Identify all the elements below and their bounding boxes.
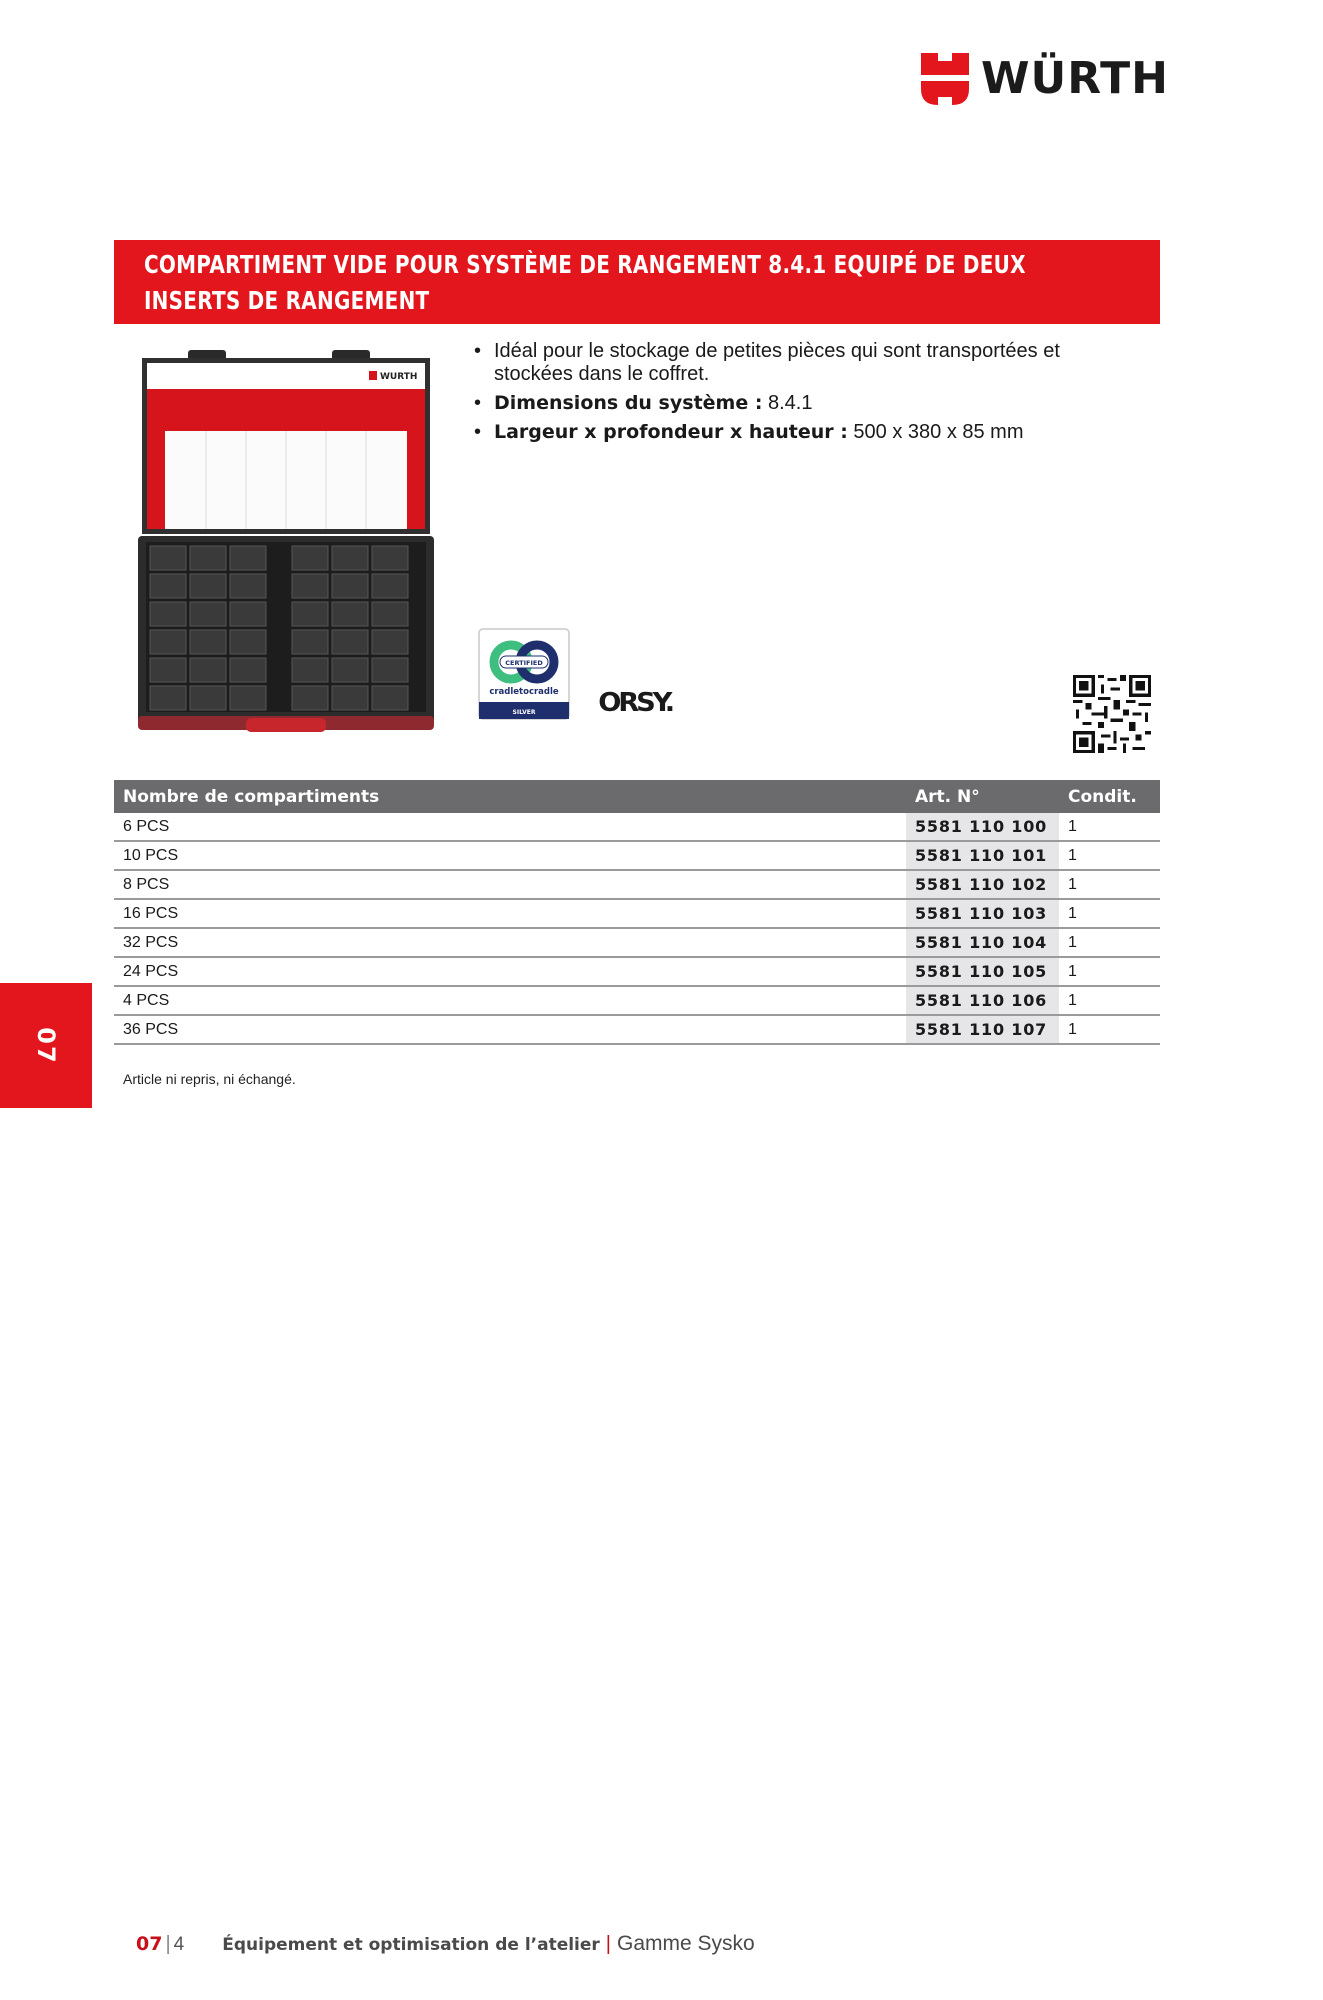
article-number: 5581 110 103	[906, 899, 1059, 928]
footer-range-name: Gamme Sysko	[617, 1932, 755, 1955]
qr-code-icon[interactable]	[1073, 675, 1151, 753]
column-header-packaging: Condit.	[1059, 780, 1160, 813]
feature-item	[474, 392, 1114, 415]
wurth-emblem-icon	[921, 53, 969, 105]
column-header-article-number: Art. N°	[906, 780, 1059, 813]
chapter-tab	[0, 983, 92, 1108]
svg-text:cradletocradle: cradletocradle	[489, 687, 559, 697]
product-title-bar	[114, 240, 1160, 324]
product-title-line-1: COMPARTIMENT VIDE POUR SYSTÈME DE RANGEMENT 8.4.1 EQUIPÉ DE DEUX	[144, 250, 1026, 279]
article-table	[114, 780, 1160, 1045]
feature-label: Largeur x profondeur x hauteur :	[494, 421, 848, 443]
table-row: 6 PCS 5581 110 100 1	[114, 813, 1160, 841]
svg-text:CERTIFIED: CERTIFIED	[505, 659, 543, 667]
table-header-row	[114, 780, 1160, 813]
feature-value: 8.4.1	[762, 392, 813, 414]
table-row: 16 PCS 5581 110 103 1	[114, 899, 1160, 928]
feature-label: Dimensions du système :	[494, 392, 763, 414]
footer-chapter-title: Équipement et optimisation de l’atelier	[222, 1935, 600, 1955]
feature-list	[474, 340, 1114, 450]
feature-item	[474, 421, 1114, 444]
footer-page-number: 4	[173, 1934, 185, 1955]
footer-section-number: 07	[136, 1933, 163, 1955]
article-number: 5581 110 105	[906, 957, 1059, 986]
article-number: 5581 110 106	[906, 986, 1059, 1015]
cradle-to-cradle-badge	[478, 628, 570, 720]
wurth-logo	[921, 52, 1169, 106]
product-image	[136, 350, 436, 740]
table-row: 8 PCS 5581 110 102 1	[114, 870, 1160, 899]
article-number: 5581 110 102	[906, 870, 1059, 899]
article-number: 5581 110 101	[906, 841, 1059, 870]
return-policy-note: Article ni repris, ni échangé.	[123, 1071, 296, 1087]
orsy-logo: ORSY.	[598, 688, 673, 718]
footer-chapter-separator: |	[605, 1933, 611, 1955]
article-number: 5581 110 107	[906, 1015, 1059, 1044]
table-row: 10 PCS 5581 110 101 1	[114, 841, 1160, 870]
table-row: 24 PCS 5581 110 105 1	[114, 957, 1160, 986]
page-footer	[136, 1932, 755, 1956]
table-row: 4 PCS 5581 110 106 1	[114, 986, 1160, 1015]
table-row: 32 PCS 5581 110 104 1	[114, 928, 1160, 957]
table-row: 36 PCS 5581 110 107 1	[114, 1015, 1160, 1044]
svg-text:SILVER: SILVER	[512, 709, 536, 716]
brand-name: WÜRTH	[981, 53, 1170, 104]
feature-item: • Idéal pour le stockage de petites pièces qui sont transportées et stockées dans le coffret.	[474, 340, 1114, 386]
svg-text:WURTH: WURTH	[380, 372, 418, 382]
product-title-line-2: INSERTS DE RANGEMENT	[144, 286, 430, 315]
chapter-tab-label: 07	[32, 1026, 60, 1065]
article-number: 5581 110 104	[906, 928, 1059, 957]
column-header-compartments: Nombre de compartiments	[114, 780, 906, 813]
feature-value: 500 x 380 x 85 mm	[847, 421, 1024, 443]
footer-separator: |	[165, 1933, 171, 1955]
article-number: 5581 110 100	[906, 813, 1059, 841]
